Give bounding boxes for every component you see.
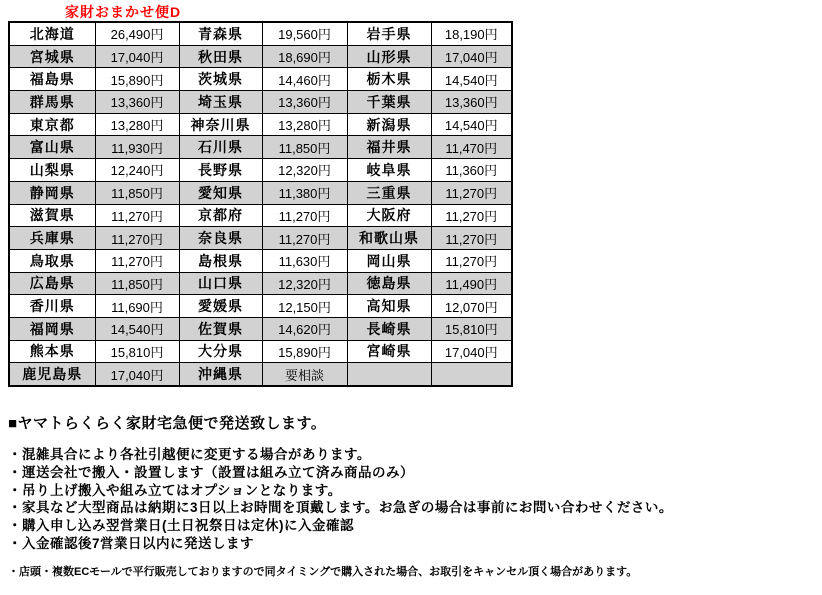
price-cell: 14,540円 [95, 317, 179, 340]
shipping-notes-section [8, 412, 820, 590]
price-cell: 15,810円 [95, 340, 179, 363]
price-cell: 11,850円 [95, 272, 179, 295]
fee-table-row [9, 159, 512, 182]
price-cell: 11,470円 [431, 136, 512, 159]
prefecture-cell: 宮崎県 [347, 340, 431, 363]
fee-table-row [9, 340, 512, 363]
prefecture-cell: 福島県 [9, 68, 95, 91]
prefecture-cell: 和歌山県 [347, 227, 431, 250]
price-cell: 18,190円 [431, 22, 512, 45]
prefecture-cell: 東京都 [9, 113, 95, 136]
price-cell: 12,320円 [262, 159, 347, 182]
prefecture-shipping-fee-table [8, 21, 513, 387]
price-cell: 17,040円 [95, 363, 179, 386]
prefecture-cell: 岐阜県 [347, 159, 431, 182]
prefecture-cell: 福岡県 [9, 317, 95, 340]
price-cell [431, 363, 512, 386]
fee-table-row [9, 204, 512, 227]
price-cell: 11,380円 [262, 181, 347, 204]
prefecture-cell: 北海道 [9, 22, 95, 45]
price-cell: 14,540円 [431, 113, 512, 136]
price-cell: 11,630円 [262, 249, 347, 272]
prefecture-cell: 鳥取県 [9, 249, 95, 272]
prefecture-cell: 奈良県 [179, 227, 262, 250]
prefecture-cell: 岩手県 [347, 22, 431, 45]
price-cell: 14,620円 [262, 317, 347, 340]
prefecture-cell: 兵庫県 [9, 227, 95, 250]
shipping-note-bullet: ・運送会社で搬入・設置します（設置は組み立て済み商品のみ） [8, 464, 414, 480]
fee-table-row [9, 181, 512, 204]
shipping-notes-footnote: ・店頭・複数ECモールで平行販売しておりますので同タイミングで購入された場合、お取引をキャンセル頂く場合があります。 [8, 565, 638, 578]
price-cell: 11,930円 [95, 136, 179, 159]
fee-table-row [9, 68, 512, 91]
prefecture-cell: 秋田県 [179, 45, 262, 68]
prefecture-cell: 群馬県 [9, 91, 95, 114]
prefecture-cell: 三重県 [347, 181, 431, 204]
prefecture-cell: 山梨県 [9, 159, 95, 182]
shipping-note-bullet: ・入金確認後7営業日以内に発送します [8, 535, 255, 551]
price-cell: 17,040円 [431, 340, 512, 363]
prefecture-cell: 山口県 [179, 272, 262, 295]
prefecture-cell: 沖縄県 [179, 363, 262, 386]
prefecture-cell: 熊本県 [9, 340, 95, 363]
price-cell: 11,270円 [431, 204, 512, 227]
fee-table-row [9, 363, 512, 386]
price-cell: 11,270円 [431, 181, 512, 204]
price-cell: 11,850円 [95, 181, 179, 204]
prefecture-cell: 岡山県 [347, 249, 431, 272]
shipping-note-bullet: ・吊り上げ搬入や組み立てはオプションとなります。 [8, 482, 342, 498]
price-cell: 12,150円 [262, 295, 347, 318]
price-cell: 11,360円 [431, 159, 512, 182]
prefecture-cell: 大阪府 [347, 204, 431, 227]
price-cell: 17,040円 [431, 45, 512, 68]
prefecture-cell: 広島県 [9, 272, 95, 295]
price-cell: 17,040円 [95, 45, 179, 68]
prefecture-cell: 茨城県 [179, 68, 262, 91]
fee-table-row [9, 295, 512, 318]
prefecture-cell: 徳島県 [347, 272, 431, 295]
price-cell: 15,810円 [431, 317, 512, 340]
price-cell: 15,890円 [95, 68, 179, 91]
prefecture-cell: 埼玉県 [179, 91, 262, 114]
prefecture-cell: 神奈川県 [179, 113, 262, 136]
shipping-notes-bullet-list [8, 446, 820, 553]
prefecture-cell [347, 363, 431, 386]
prefecture-cell: 香川県 [9, 295, 95, 318]
prefecture-cell: 栃木県 [347, 68, 431, 91]
prefecture-cell: 島根県 [179, 249, 262, 272]
price-cell: 要相談 [262, 363, 347, 386]
prefecture-cell: 長野県 [179, 159, 262, 182]
price-cell: 11,490円 [431, 272, 512, 295]
price-cell: 13,280円 [262, 113, 347, 136]
prefecture-cell: 京都府 [179, 204, 262, 227]
prefecture-cell: 鹿児島県 [9, 363, 95, 386]
fee-table-row [9, 113, 512, 136]
shipping-note-bullet: ・家具など大型商品は納期に3日以上お時間を頂戴します。お急ぎの場合は事前にお問い合わせください。 [8, 500, 673, 516]
price-cell: 11,270円 [95, 249, 179, 272]
price-cell: 11,270円 [431, 249, 512, 272]
price-cell: 12,320円 [262, 272, 347, 295]
prefecture-cell: 愛知県 [179, 181, 262, 204]
prefecture-cell: 千葉県 [347, 91, 431, 114]
prefecture-cell: 静岡県 [9, 181, 95, 204]
price-cell: 14,460円 [262, 68, 347, 91]
price-cell: 11,270円 [95, 204, 179, 227]
prefecture-cell: 山形県 [347, 45, 431, 68]
price-cell: 11,270円 [95, 227, 179, 250]
prefecture-cell: 青森県 [179, 22, 262, 45]
prefecture-cell: 長崎県 [347, 317, 431, 340]
shipping-note-bullet: ・混雑具合により各社引越便に変更する場合があります。 [8, 447, 371, 462]
prefecture-cell: 石川県 [179, 136, 262, 159]
price-cell: 14,540円 [431, 68, 512, 91]
price-cell: 12,070円 [431, 295, 512, 318]
prefecture-cell: 大分県 [179, 340, 262, 363]
prefecture-cell: 富山県 [9, 136, 95, 159]
prefecture-cell: 愛媛県 [179, 295, 262, 318]
prefecture-cell: 高知県 [347, 295, 431, 318]
price-cell: 11,850円 [262, 136, 347, 159]
price-cell: 11,270円 [431, 227, 512, 250]
fee-table-row [9, 227, 512, 250]
price-cell: 13,360円 [95, 91, 179, 114]
price-cell: 11,270円 [262, 204, 347, 227]
fee-table-row [9, 45, 512, 68]
price-cell: 15,890円 [262, 340, 347, 363]
price-cell: 12,240円 [95, 159, 179, 182]
price-cell: 11,270円 [262, 227, 347, 250]
fee-table-row [9, 136, 512, 159]
price-cell: 26,490円 [95, 22, 179, 45]
price-cell: 13,360円 [262, 91, 347, 114]
prefecture-cell: 滋賀県 [9, 204, 95, 227]
price-cell: 13,280円 [95, 113, 179, 136]
price-cell: 11,690円 [95, 295, 179, 318]
price-cell: 18,690円 [262, 45, 347, 68]
prefecture-cell: 宮城県 [9, 45, 95, 68]
shipping-note-bullet: ・購入申し込み翌営業日(土日祝祭日は定休)に入金確認 [8, 518, 354, 534]
prefecture-cell: 佐賀県 [179, 317, 262, 340]
fee-table-row [9, 272, 512, 295]
fee-table-row [9, 317, 512, 340]
shipping-plan-title: 家財おまかせ便D [65, 4, 182, 20]
fee-table-row [9, 249, 512, 272]
prefecture-cell: 新潟県 [347, 113, 431, 136]
price-cell: 13,360円 [431, 91, 512, 114]
fee-table-row [9, 22, 512, 45]
fee-table-row [9, 91, 512, 114]
shipping-notes-heading: ■ヤマトらくらく家財宅急便で発送致します。 [8, 415, 327, 432]
prefecture-cell: 福井県 [347, 136, 431, 159]
price-cell: 19,560円 [262, 22, 347, 45]
